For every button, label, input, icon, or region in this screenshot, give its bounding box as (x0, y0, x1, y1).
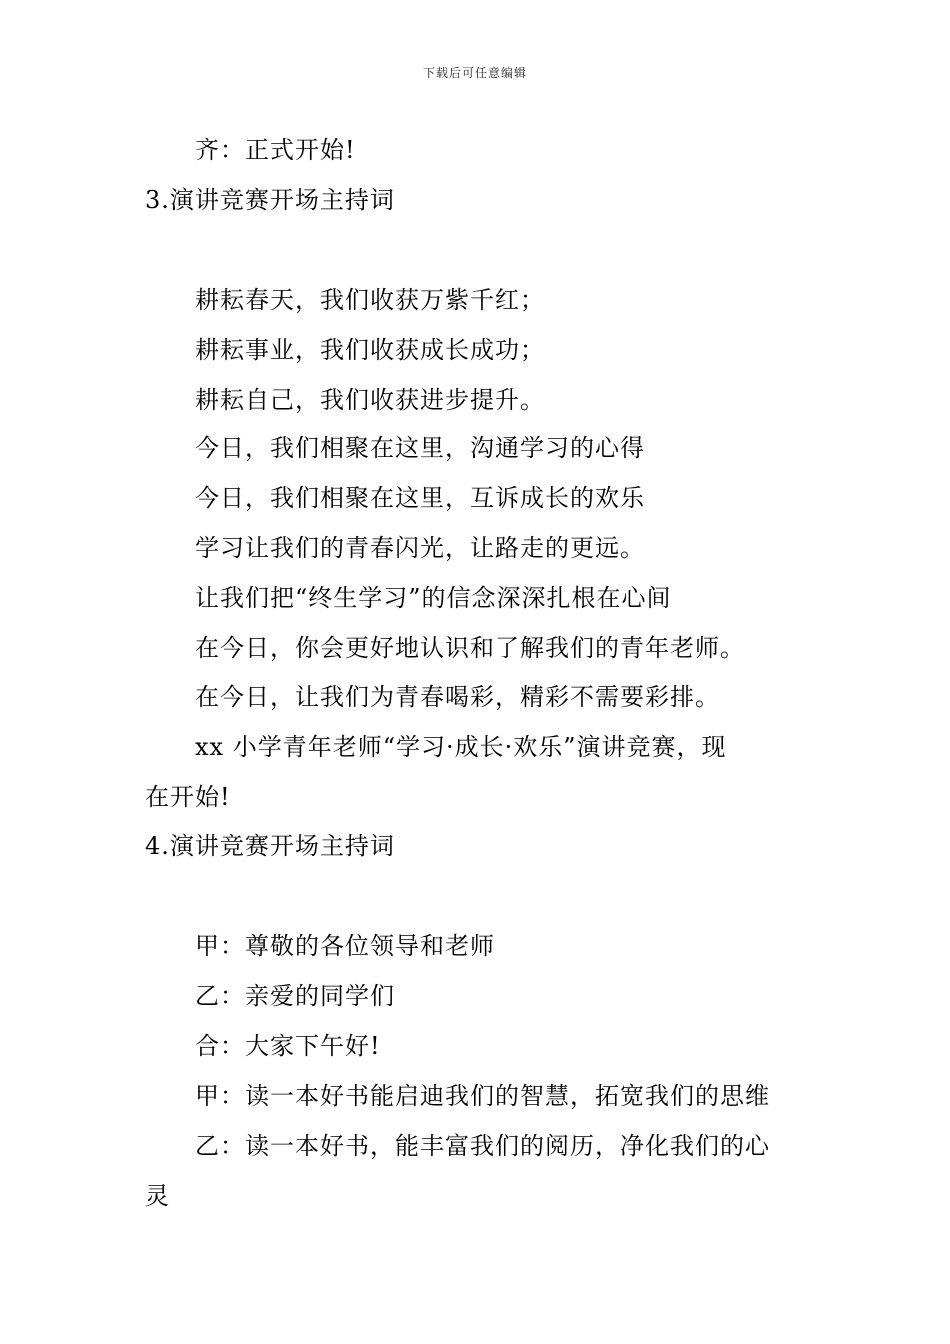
section-heading: 3.演讲竞赛开场主持词 (145, 186, 395, 214)
text-line: 耕耘自己，我们收获进步提升。 (195, 386, 545, 414)
text-line: xx 小学青年老师“学习·成长·欢乐”演讲竞赛，现 (195, 733, 727, 761)
section-heading: 4.演讲竞赛开场主持词 (145, 832, 395, 860)
page-header: 下载后可任意编辑 (422, 66, 527, 80)
text-line: 今日，我们相聚在这里，沟通学习的心得 (195, 434, 645, 462)
text-line: 合：大家下午好! (195, 1032, 381, 1060)
text-line: 甲：读一本好书能启迪我们的智慧，拓宽我们的思维 (195, 1082, 770, 1110)
text-line: 在开始! (145, 783, 231, 811)
text-line: 乙：读一本好书，能丰富我们的阅历，净化我们的心 (195, 1132, 770, 1160)
text-line: 在今日，让我们为青春喝彩，精彩不需要彩排。 (195, 683, 720, 711)
text-line: 学习让我们的青春闪光，让路走的更远。 (195, 534, 645, 562)
text-line: 灵 (145, 1182, 170, 1210)
text-line: 耕耘事业，我们收获成长成功； (195, 336, 545, 364)
text-line: 让我们把“终生学习”的信念深深扎根在心间 (195, 584, 672, 612)
text-line: 齐：正式开始! (195, 136, 356, 164)
text-line: 乙：亲爱的同学们 (195, 982, 395, 1010)
text-line: 今日，我们相聚在这里，互诉成长的欢乐 (195, 484, 645, 512)
text-line: 在今日，你会更好地认识和了解我们的青年老师。 (195, 634, 745, 662)
text-line: 耕耘春天，我们收获万紫千红； (195, 286, 545, 314)
text-line: 甲：尊敬的各位领导和老师 (195, 932, 495, 960)
